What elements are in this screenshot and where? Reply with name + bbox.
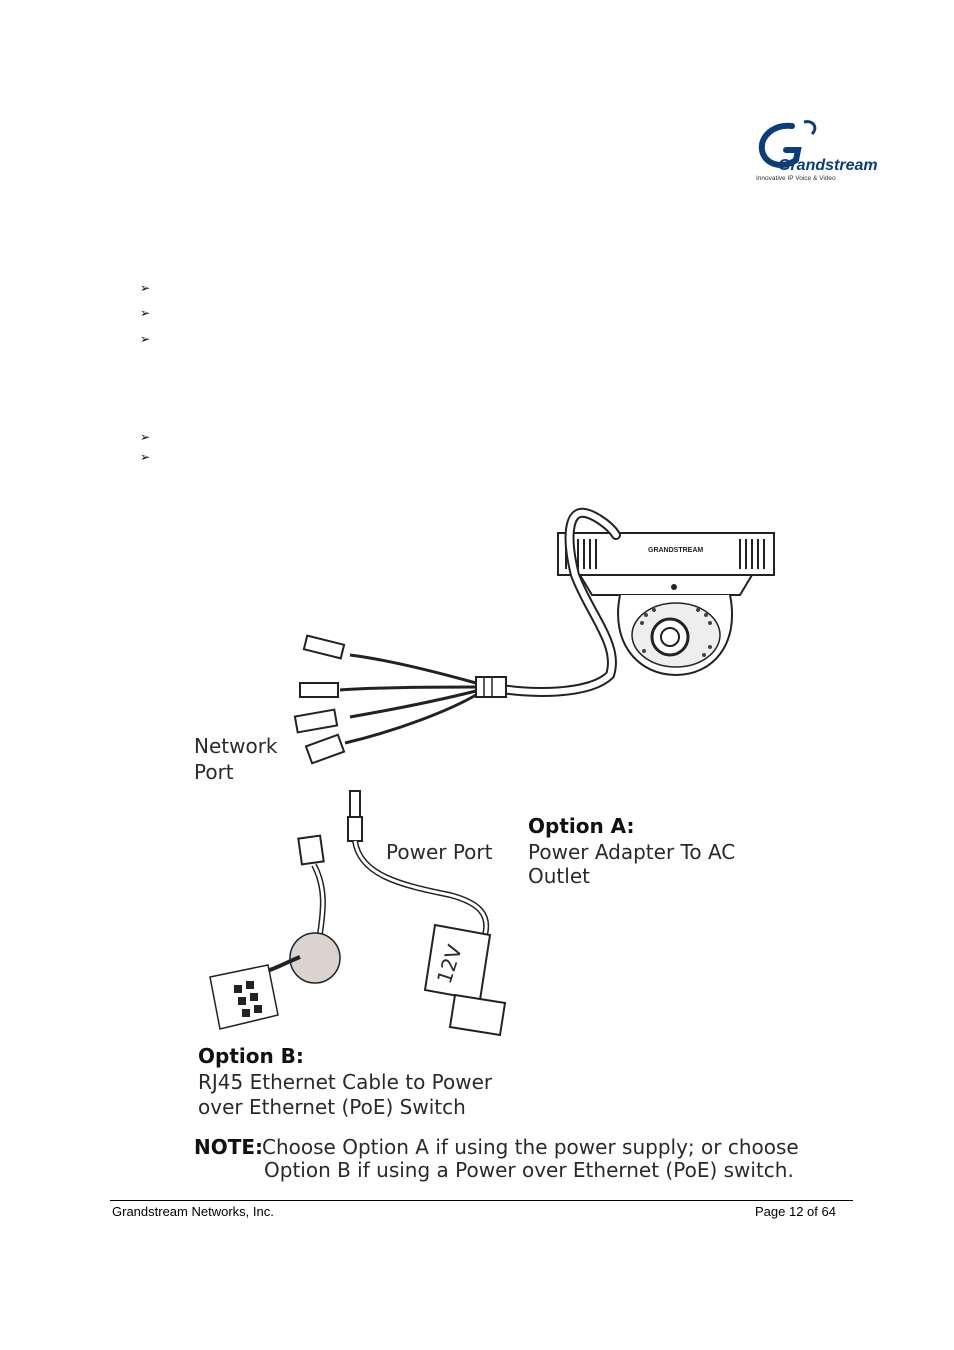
bullet-marker: ➢ bbox=[140, 306, 151, 320]
bullet-marker: ➢ bbox=[140, 430, 151, 444]
option-a-title: Option A: bbox=[528, 814, 635, 838]
ethernet-cable-illustration bbox=[210, 836, 340, 1029]
note-label: NOTE: bbox=[194, 1135, 264, 1159]
option-a-line2: Outlet bbox=[528, 864, 590, 888]
option-b-title: Option B: bbox=[198, 1044, 304, 1068]
connection-diagram bbox=[150, 495, 830, 1195]
power-adapter-illustration bbox=[348, 791, 505, 1035]
option-a-line1: Power Adapter To AC bbox=[528, 840, 736, 864]
note-line2: Option B if using a Power over Ethernet (PoE) switch. bbox=[264, 1158, 794, 1182]
camera-brand-label: GRANDSTREAM bbox=[648, 547, 704, 554]
power-port-label: Power Port bbox=[386, 840, 493, 864]
option-b-line1: RJ45 Ethernet Cable to Power bbox=[198, 1070, 493, 1094]
adapter-voltage-label: 12V bbox=[431, 941, 467, 987]
footer-company: Grandstream Networks, Inc. bbox=[112, 1204, 274, 1219]
network-port-label-line1: Network bbox=[194, 734, 278, 758]
bullet-marker: ➢ bbox=[140, 332, 151, 346]
note-line1: Choose Option A if using the power supply; or choose bbox=[262, 1135, 799, 1159]
network-port-label-line2: Port bbox=[194, 760, 234, 784]
grandstream-logo bbox=[752, 114, 878, 186]
bullet-marker: ➢ bbox=[140, 450, 151, 464]
logo-brand: Grandstream bbox=[778, 157, 878, 174]
option-b-line2: over Ethernet (PoE) Switch bbox=[198, 1095, 466, 1119]
cable-splitter bbox=[476, 677, 506, 697]
bullet-marker: ➢ bbox=[140, 281, 151, 295]
footer-page-number: Page 12 of 64 bbox=[755, 1204, 836, 1219]
footer-rule bbox=[110, 1200, 853, 1201]
logo-tagline: Innovative IP Voice & Video bbox=[756, 175, 836, 182]
